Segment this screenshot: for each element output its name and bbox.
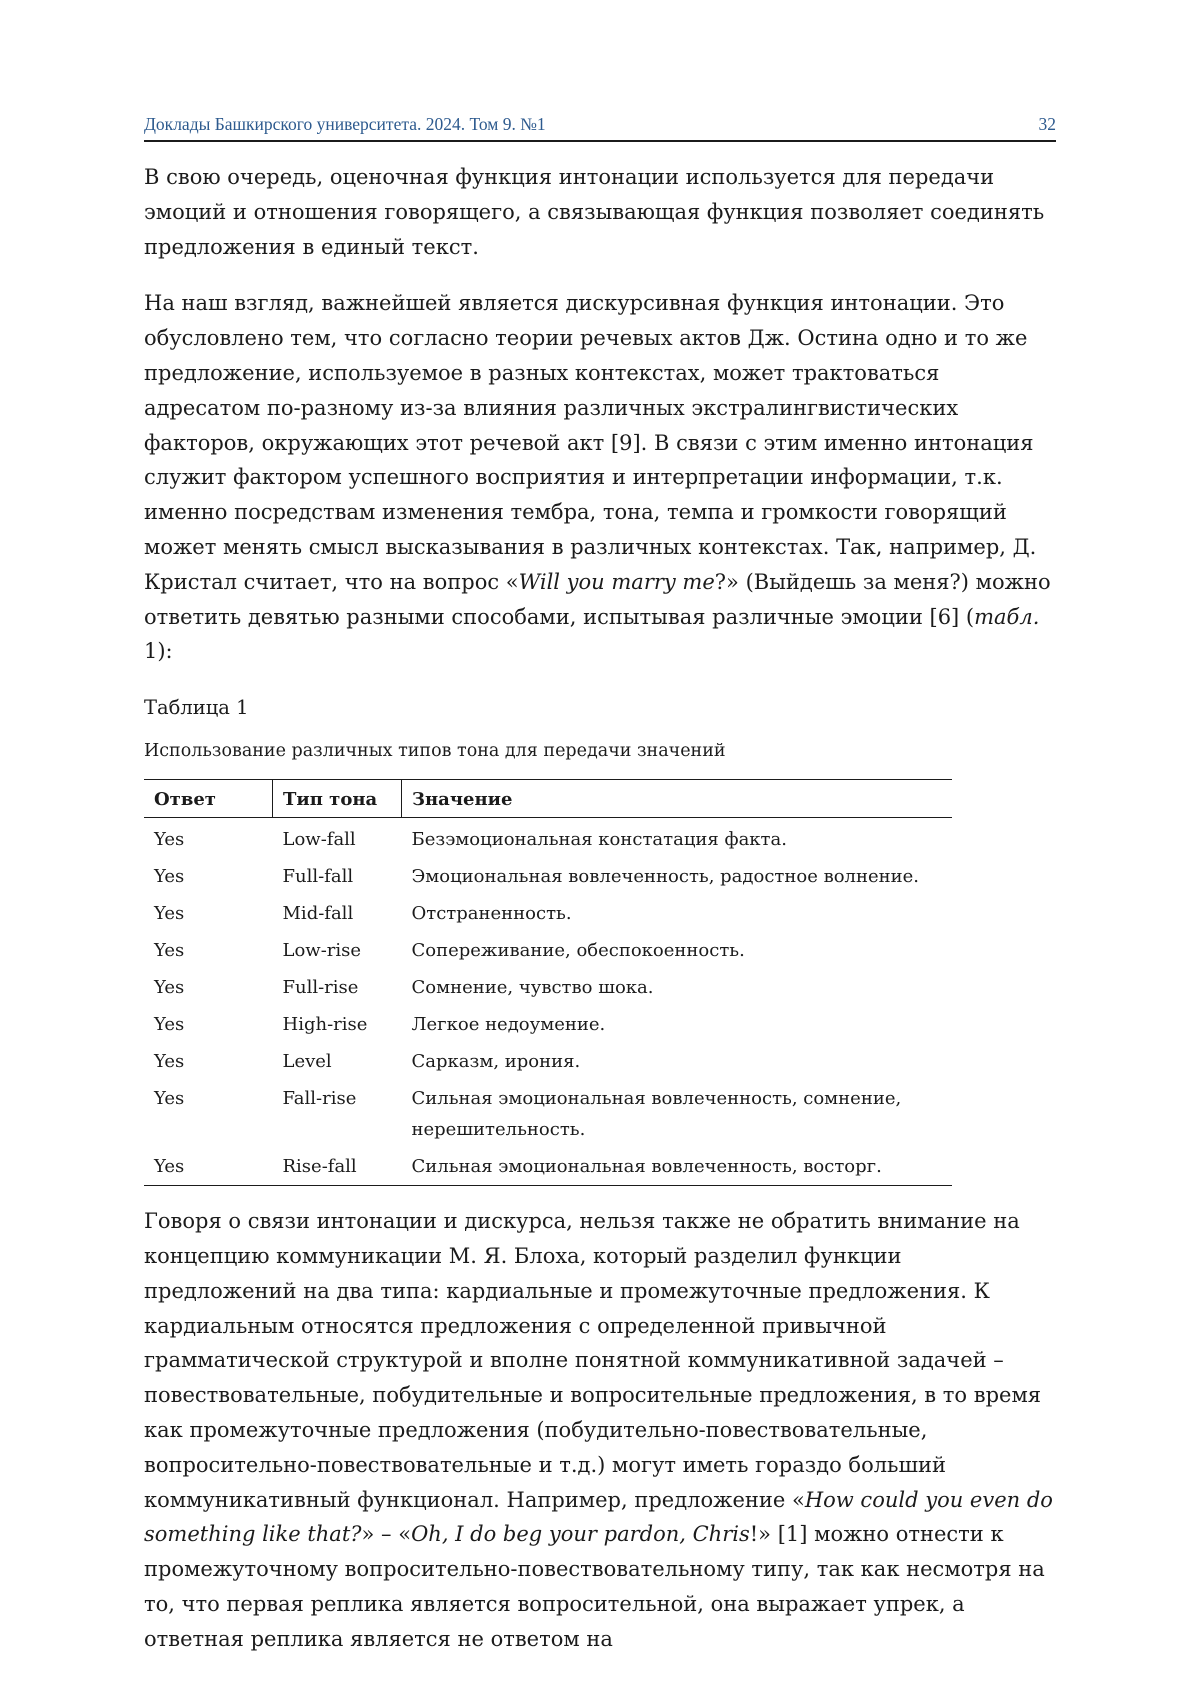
table-row [144,1006,952,1043]
cell-meaning: Сильная эмоциональная вовлеченность, сомнение, нерешительность. [411,1088,902,1141]
tone-table [144,779,952,1186]
cell-answer: Yes [154,940,185,962]
paragraph-2-text-c: 1): [144,639,173,664]
quote-1: How could you even do something like that? [144,1487,1053,1547]
table-row [144,969,952,1006]
table-row [144,818,952,859]
cell-meaning: Отстраненность. [411,903,572,925]
table-row [144,858,952,895]
paragraph-1: В свою очередь, оценочная функция интонации используется для передачи эмоций и отношения говорящего, а связывающая функция позволяет соединять предложения в единый текст. [144,165,1045,259]
table-header-row [144,780,952,818]
column-header-tone-type: Тип тона [273,780,402,818]
paragraph-2-text-a: На наш взгляд, важнейшей является дискурсивная функция интонации. Это обусловлено тем, что согласно теории речевых актов Дж. Остина одно и то же предложение, используемое в разных контекстах, может трактоваться адресатом по-разному из-за влияния различных экстралингвистических факторов, окружающих этот речевой акт [9]. В связи с этим именно интонация служит фактором успешного восприятия и интерпретации информации, т.к. именно посредствам изменения тембра, тона, темпа и громкости говорящий может менять смысл высказывания в различных контекстах. Так, например, Д. Кристал считает, что на вопрос « [144,291,1037,594]
cell-tone-type: Full-fall [282,866,354,888]
paragraph-3-text-c: !» [1] можно отнести к промежуточному вопросительно-повествовательному типу, так как несмотря на то, что первая реплика является вопросительной, она выражает упрек, а ответная реплика является не ответом на [144,1522,1045,1651]
cell-answer: Yes [154,1088,185,1110]
table-row [144,1080,952,1148]
table-row [144,1148,952,1186]
example-question: Will you marry me [518,569,715,594]
paragraph-2 [144,286,1056,669]
document-page [144,114,1056,1657]
table-label: Таблица 1 [144,696,249,720]
table-row [144,932,952,969]
paragraph-3-text-b: » – « [361,1522,412,1547]
cell-answer: Yes [154,903,185,925]
column-header-meaning: Значение [402,780,953,818]
journal-title: Доклады Башкирского университета. 2024. Том 9. №1 [144,114,546,134]
cell-meaning: Эмоциональная вовлеченность, радостное волнение. [411,866,919,888]
running-header [144,114,1056,142]
cell-tone-type: Low-fall [282,829,356,851]
cell-answer: Yes [154,1051,185,1073]
paragraph-3 [144,1204,1056,1656]
table-row [144,895,952,932]
cell-answer: Yes [154,977,185,999]
cell-tone-type: Level [282,1051,332,1073]
cell-tone-type: High-rise [282,1014,368,1036]
cell-meaning: Сомнение, чувство шока. [411,977,654,999]
cell-meaning: Безэмоциональная констатация факта. [411,829,787,851]
cell-answer: Yes [154,829,185,851]
cell-tone-type: Rise-fall [273,1148,402,1186]
quote-2: Oh, I do beg your pardon, Chris [411,1522,750,1547]
cell-meaning: Сопереживание, обеспокоенность. [411,940,745,962]
cell-meaning: Легкое недоумение. [411,1014,606,1036]
cell-meaning: Сильная эмоциональная вовлеченность, восторг. [402,1148,953,1186]
cell-answer: Yes [154,866,185,888]
table-caption: Использование различных типов тона для передачи значений [144,741,726,762]
table-reference: табл. [974,604,1040,629]
cell-answer: Yes [154,1014,185,1036]
cell-tone-type: Low-rise [282,940,362,962]
cell-tone-type: Full-rise [282,977,359,999]
paragraph-2-text-b: ?» (Выйдешь за меня?) можно ответить девятью разными способами, испытывая различные эмоции [6] ( [144,569,1051,629]
cell-tone-type: Mid-fall [282,903,354,925]
paragraph-3-text-a: Говоря о связи интонации и дискурса, нельзя также не обратить внимание на концепцию коммуникации М. Я. Блоха, который разделил функции предложений на два типа: кардиальные и промежуточные предложения. К кардиальным относятся предложения с определенной привычной грамматической структурой и вполне понятной коммуникативной задачей – повествовательные, побудительные и вопросительные предложения, в то время как промежуточные предложения (побудительно-повествовательные, вопросительно-повествовательные и т.д.) могут иметь гораздо больший коммуникативный функционал. Например, предложение « [144,1209,1042,1512]
column-header-answer: Ответ [144,780,273,818]
cell-meaning: Сарказм, ирония. [411,1051,581,1073]
table-row [144,1043,952,1080]
cell-tone-type: Fall-rise [282,1088,357,1110]
cell-answer: Yes [144,1148,273,1186]
page-number: 32 [1038,114,1056,134]
